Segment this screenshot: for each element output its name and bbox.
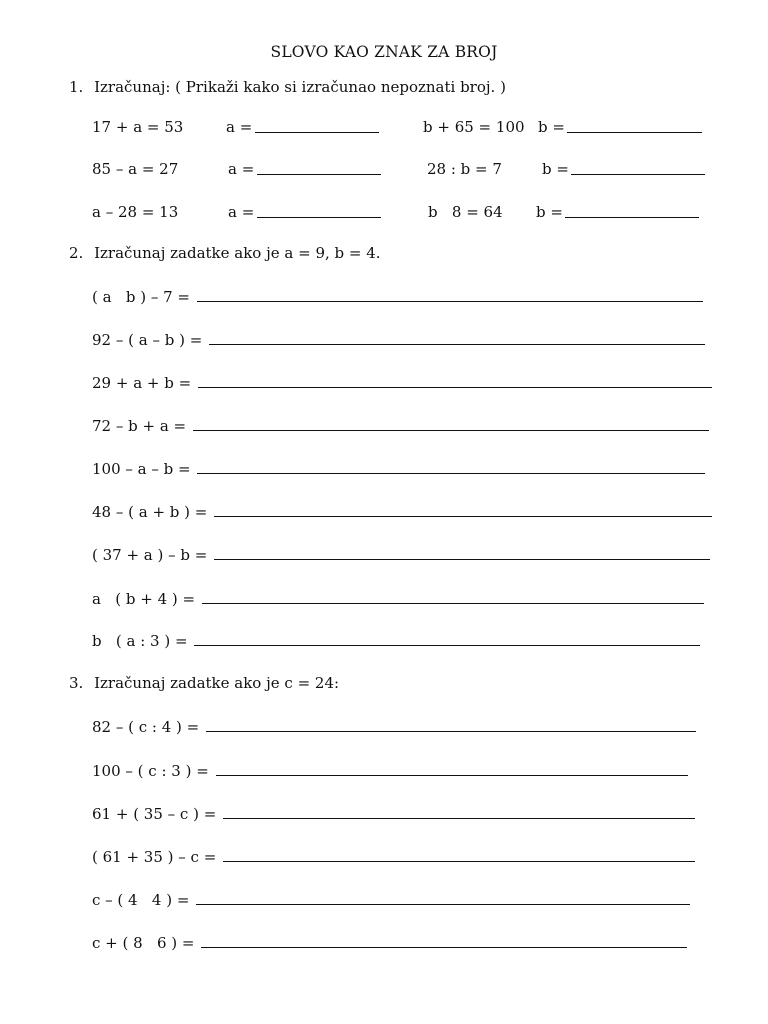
section-heading-text: Izračunaj: ( Prikaži kako si izračunao nepoznati broj. ): [94, 78, 506, 96]
answer-blank[interactable]: [197, 287, 703, 302]
section-heading-text: Izračunaj zadatke ako je a = 9, b = 4.: [94, 244, 381, 262]
expression-row: [92, 330, 705, 349]
expression: 61 + ( 35 – c ) =: [92, 805, 217, 823]
expression: 72 – b + a =: [92, 417, 187, 435]
answer-blank[interactable]: [257, 203, 381, 218]
answer-blank[interactable]: [196, 890, 690, 905]
equation: a – 28 = 13: [92, 203, 179, 221]
expression-row: [92, 545, 710, 564]
section-number: 3.: [69, 674, 84, 692]
expression: a ( b + 4 ) =: [92, 590, 196, 608]
expression-row: [92, 761, 688, 780]
answer-blank[interactable]: [194, 631, 700, 646]
answer-blank[interactable]: [206, 717, 696, 732]
expression: b ( a : 3 ) =: [92, 632, 188, 650]
expression-row: [92, 459, 705, 478]
answer-blank[interactable]: [209, 330, 705, 345]
equation: b 8 = 64: [428, 203, 503, 221]
answer-blank[interactable]: [565, 203, 699, 218]
section-number: 1.: [69, 78, 84, 96]
expression: ( a b ) – 7 =: [92, 288, 191, 306]
worksheet-title: SLOVO KAO ZNAK ZA BROJ: [270, 43, 498, 61]
answer-blank[interactable]: [201, 933, 687, 948]
equation: 28 : b = 7: [427, 160, 502, 178]
answer-label: a =: [226, 118, 253, 136]
answer-blank[interactable]: [567, 118, 702, 133]
expression-row: [92, 502, 712, 521]
answer-blank[interactable]: [198, 373, 712, 388]
expression-row: [92, 847, 695, 866]
expression-row: [92, 631, 700, 650]
expression-row: [92, 373, 712, 392]
answer-blank[interactable]: [257, 160, 381, 175]
expression-row: [92, 416, 709, 435]
equation: 17 + a = 53: [92, 118, 184, 136]
equation: b + 65 = 100: [423, 118, 525, 136]
answer-blank[interactable]: [223, 804, 695, 819]
answer-label: a =: [228, 160, 255, 178]
expression: 100 – a – b =: [92, 460, 191, 478]
expression: 100 – ( c : 3 ) =: [92, 762, 209, 780]
expression-row: [92, 287, 703, 306]
answer-blank[interactable]: [193, 416, 709, 431]
section-number: 2.: [69, 244, 84, 262]
expression: c – ( 4 4 ) =: [92, 891, 190, 909]
expression: ( 61 + 35 ) – c =: [92, 848, 217, 866]
answer-blank[interactable]: [214, 545, 710, 560]
expression-row: [92, 890, 690, 909]
answer-label: b =: [542, 160, 569, 178]
answer-blank[interactable]: [571, 160, 705, 175]
answer-blank[interactable]: [255, 118, 379, 133]
answer-label: b =: [536, 203, 563, 221]
expression: 92 – ( a – b ) =: [92, 331, 203, 349]
expression: c + ( 8 6 ) =: [92, 934, 195, 952]
equation: 85 – a = 27: [92, 160, 179, 178]
answer-label: b =: [538, 118, 565, 136]
expression: 48 – ( a + b ) =: [92, 503, 208, 521]
answer-blank[interactable]: [216, 761, 688, 776]
section-heading-text: Izračunaj zadatke ako je c = 24:: [94, 674, 340, 692]
expression-row: [92, 804, 695, 823]
expression: 29 + a + b =: [92, 374, 192, 392]
expression: 82 – ( c : 4 ) =: [92, 718, 200, 736]
answer-blank[interactable]: [214, 502, 712, 517]
answer-label: a =: [228, 203, 255, 221]
section-2-heading: [69, 244, 381, 262]
expression-row: [92, 717, 696, 736]
answer-blank[interactable]: [202, 589, 704, 604]
section-3-heading: [69, 674, 339, 692]
expression-row: [92, 933, 687, 952]
section-1-heading: [69, 78, 506, 96]
answer-blank[interactable]: [223, 847, 695, 862]
expression-row: [92, 589, 704, 608]
expression: ( 37 + a ) – b =: [92, 546, 208, 564]
answer-blank[interactable]: [197, 459, 705, 474]
